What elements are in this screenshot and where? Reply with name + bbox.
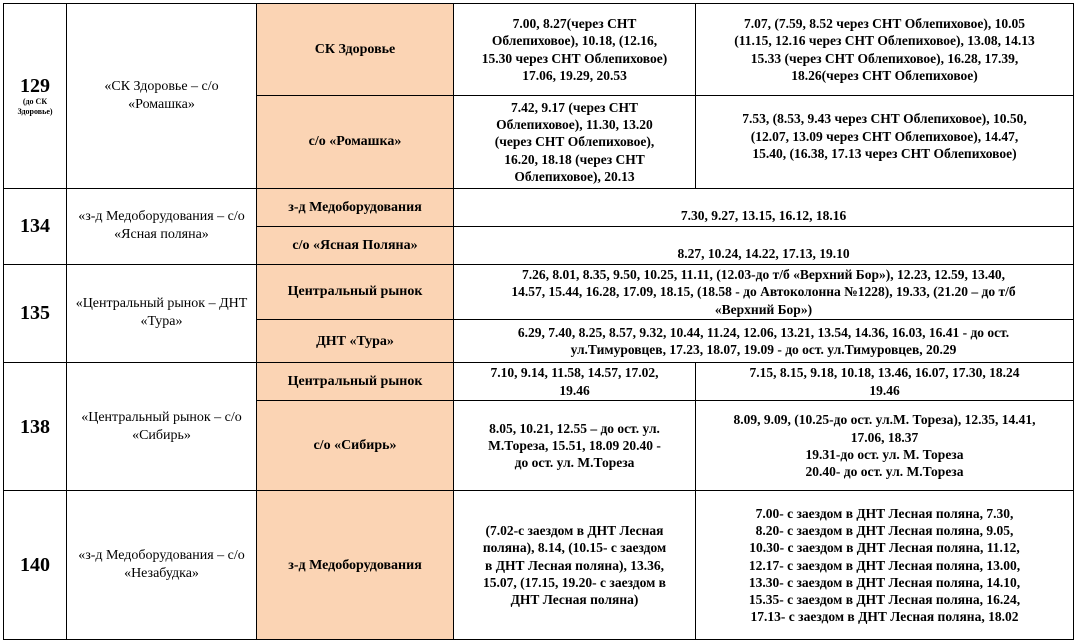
- departure-times: 7.00- с заездом в ДНТ Лесная поляна, 7.30, 8.20- с заездом в ДНТ Лесная поляна, 9.05, 10.30- с заездом в ДНТ Лесная поляна, 11.12, 12.17- с заездом в ДНТ Лесная поляна, 13.00, 13.30- с заездом в ДНТ Лесная поляна, 14.10, 15.35- с заездом в ДНТ Лесная поляна, 16.24, 17.13- с заездом в ДНТ Лесная поляна, 18.02: [696, 491, 1074, 640]
- departure-times: 7.30, 9.27, 13.15, 16.12, 18.16: [454, 188, 1074, 226]
- departure-times: 7.07, (7.59, 8.52 через СНТ Облепиховое), 10.05 (11.15, 12.16 через СНТ Облепиховое), 13.08, 14.13 15.33 (через СНТ Облепиховое), 16.28, 17.39, 18.26(через СНТ Облепиховое): [696, 4, 1074, 96]
- stop-name: Центральный рынок: [257, 363, 454, 401]
- route-number: 134: [4, 188, 67, 264]
- table-row: [4, 491, 1074, 640]
- route-name: «з-д Медоборудования – с/о «Незабудка»: [67, 491, 257, 640]
- departure-times: 7.53, (8.53, 9.43 через СНТ Облепиховое), 10.50, (12.07, 13.09 через СНТ Облепиховое), 14.47, 15.40, (16.38, 17.13 через СНТ Облепиховое): [696, 96, 1074, 188]
- stop-name: с/о «Ясная Поляна»: [257, 226, 454, 264]
- table-row: [4, 264, 1074, 319]
- route-name: «Центральный рынок – с/о «Сибирь»: [67, 363, 257, 491]
- table-row: [4, 4, 1074, 96]
- departure-times: (7.02-с заездом в ДНТ Лесная поляна), 8.14, (10.15- с заездом в ДНТ Лесная поляна), 13.36, 15.07, (17.15, 19.20- с заездом в ДНТ Лесная поляна): [454, 491, 696, 640]
- stop-name: Центральный рынок: [257, 264, 454, 319]
- route-name: «Центральный рынок – ДНТ «Тура»: [67, 264, 257, 362]
- table-row: [4, 188, 1074, 226]
- route-name: «СК Здоровье – с/о «Ромашка»: [67, 4, 257, 189]
- departure-times: 7.26, 8.01, 8.35, 9.50, 10.25, 11.11, (12.03-до т/б «Верхний Бор»), 12.23, 12.59, 13.40, 14.57, 15.44, 16.28, 17.09, 18.15, (18.58 - до Автоколонна №1228), 19.33, (21.20 – до т/б «Верхний Бор»): [454, 264, 1074, 319]
- departure-times: 6.29, 7.40, 8.25, 8.57, 9.32, 10.44, 11.24, 12.06, 13.21, 13.54, 14.36, 16.03, 16.41 - до ост. ул.Тимуровцев, 17.23, 18.07, 19.09 - до ост. ул.Тимуровцев, 20.29: [454, 319, 1074, 362]
- table-row: [4, 363, 1074, 401]
- stop-name: з-д Медоборудования: [257, 188, 454, 226]
- departure-times: 7.00, 8.27(через СНТ Облепиховое), 10.18, (12.16, 15.30 через СНТ Облепиховое) 17.06, 19.29, 20.53: [454, 4, 696, 96]
- stop-name: ДНТ «Тура»: [257, 319, 454, 362]
- route-number: 129 (до СК Здоровье): [4, 4, 67, 189]
- stop-name: с/о «Ромашка»: [257, 96, 454, 188]
- schedule-table: [3, 3, 1074, 640]
- route-number: 135: [4, 264, 67, 362]
- departure-times: 8.27, 10.24, 14.22, 17.13, 19.10: [454, 226, 1074, 264]
- route-name: «з-д Медоборудования – с/о «Ясная поляна»: [67, 188, 257, 264]
- route-number: 140: [4, 491, 67, 640]
- departure-times: 7.15, 8.15, 9.18, 10.18, 13.46, 16.07, 17.30, 18.24 19.46: [696, 363, 1074, 401]
- stop-name: СК Здоровье: [257, 4, 454, 96]
- departure-times: 7.10, 9.14, 11.58, 14.57, 17.02, 19.46: [454, 363, 696, 401]
- stop-name: з-д Медоборудования: [257, 491, 454, 640]
- stop-name: с/о «Сибирь»: [257, 401, 454, 491]
- route-number: 138: [4, 363, 67, 491]
- route-note: (до СК Здоровье): [17, 96, 53, 116]
- departure-times: 8.05, 10.21, 12.55 – до ост. ул. М.Тореза, 15.51, 18.09 20.40 - до ост. ул. М.Тореза: [454, 401, 696, 491]
- departure-times: 7.42, 9.17 (через СНТ Облепиховое), 11.30, 13.20 (через СНТ Облепиховое), 16.20, 18.18 (через СНТ Облепиховое), 20.13: [454, 96, 696, 188]
- departure-times: 8.09, 9.09, (10.25-до ост. ул.М. Тореза), 12.35, 14.41, 17.06, 18.37 19.31-до ост. ул. М. Тореза 20.40- до ост. ул. М.Тореза: [696, 401, 1074, 491]
